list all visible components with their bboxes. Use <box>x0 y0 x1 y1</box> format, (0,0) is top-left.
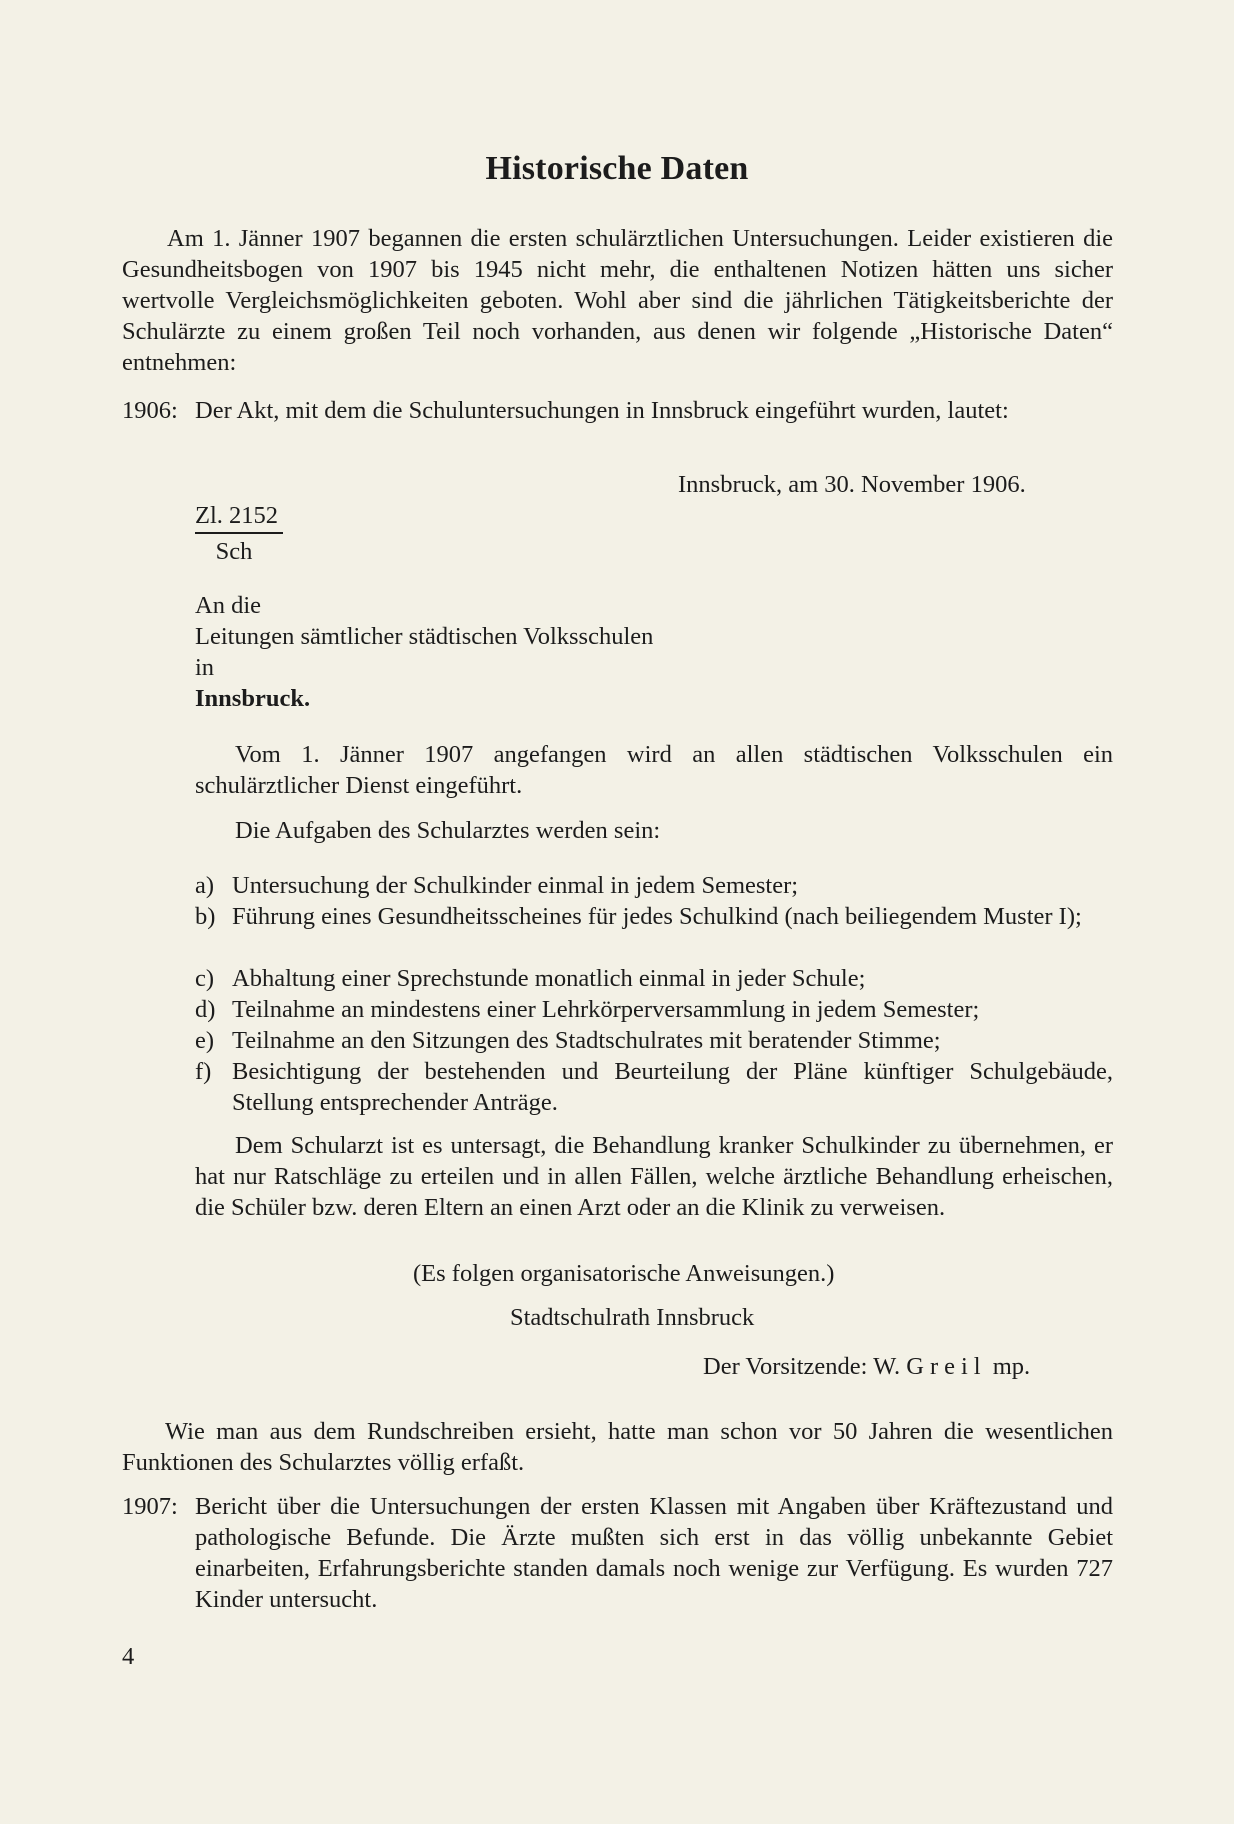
letter-paragraph-1: Vom 1. Jänner 1907 angefangen wird an allen städtischen Volksschulen ein schulärztlicher Dienst eingeführt. <box>195 741 1113 799</box>
task-item-d <box>195 994 1113 1025</box>
letter-paragraph-3: Dem Schularzt ist es untersagt, die Behandlung kranker Schulkinder zu übernehmen, er hat nur Ratschläge zu erteilen und in allen Fällen, welche ärztliche Behandlung erheischen, die Schüler bzw. deren Eltern an einen Arzt oder an die Klinik zu verweisen. <box>195 1132 1113 1221</box>
reference-number-value: Zl. 2152 <box>195 502 279 529</box>
task-label: a) <box>195 872 215 899</box>
addressee-line-2: Leitungen sämtlicher städtischen Volksschulen <box>195 623 654 650</box>
task-label: b) <box>195 903 216 930</box>
task-text: Untersuchung der Schulkinder einmal in jedem Semester; <box>232 872 799 899</box>
addressee-city: Innsbruck. <box>195 685 311 712</box>
letter-authority: Stadtschulrath Innsbruck <box>510 1304 755 1331</box>
entry-text-1906: Der Akt, mit dem die Schuluntersuchungen in Innsbruck eingeführt wurden, lautet: <box>195 397 1009 424</box>
task-text: Teilnahme an den Sitzungen des Stadtschulrates mit beratender Stimme; <box>232 1027 941 1054</box>
letter-place-date: Innsbruck, am 30. November 1906. <box>678 471 1026 498</box>
entry-year-1906: 1906: <box>122 397 178 424</box>
task-text: Abhaltung einer Sprechstunde monatlich einmal in jeder Schule; <box>232 965 866 992</box>
task-label: e) <box>195 1027 215 1054</box>
letter-paragraph-2: Die Aufgaben des Schularztes werden sein: <box>235 817 661 844</box>
page-title: Historische Daten <box>485 150 749 187</box>
signature-prefix: Der Vorsitzende: W. <box>703 1353 901 1380</box>
task-text: Führung eines Gesundheitsscheines für jedes Schulkind (nach beiliegendem Muster I); <box>232 903 1082 930</box>
task-item-b <box>195 901 1113 932</box>
page-number: 4 <box>122 1643 135 1670</box>
reference-code: Sch <box>215 538 253 565</box>
entry-year-1907: 1907: <box>122 1493 178 1520</box>
signature-name: Greil <box>906 1353 987 1380</box>
intro-paragraph: Am 1. Jänner 1907 begannen die ersten schulärztlichen Untersuchungen. Leider existieren die Gesundheitsbogen von 1907 bis 1945 nicht mehr, die enthaltenen Notizen hätten uns sicher wertvolle Vergleichsmöglichkeiten geboten. Wohl aber sind die jährlichen Tätigkeitsberichte der Schulärzte zu einem großen Teil noch vorhanden, aus denen wir folgende „Historische Daten“ entnehmen: <box>122 225 1113 376</box>
task-item-e <box>195 1025 1113 1056</box>
comment-paragraph: Wie man aus dem Rundschreiben ersieht, hatte man schon vor 50 Jahren die wesentlichen Funktionen des Schularztes völlig erfaßt. <box>122 1418 1113 1476</box>
reference-number <box>195 500 285 567</box>
task-item-f <box>195 1056 1113 1118</box>
entry-text-1907: Bericht über die Untersuchungen der ersten Klassen mit Angaben über Kräftezustand und pathologische Befunde. Die Ärzte mußten sich erst in das völlig unbekannte Gebiet einarbeiten, Erfahrungsberichte standen damals noch wenige zur Verfügung. Es wurden 727 Kinder untersucht. <box>195 1493 1113 1613</box>
task-label: c) <box>195 965 215 992</box>
task-label: f) <box>195 1058 212 1085</box>
task-text: Besichtigung der bestehenden und Beurteilung der Pläne künftiger Schulgebäude, Stellung entsprechender Anträge. <box>232 1058 1113 1116</box>
task-item-a <box>195 870 1113 901</box>
addressee-line-3: in <box>195 654 215 681</box>
letter-note: (Es folgen organisatorische Anweisungen.) <box>413 1260 835 1287</box>
task-label: d) <box>195 996 216 1023</box>
reference-fraction-bar <box>195 532 283 534</box>
addressee-line-1: An die <box>195 592 261 619</box>
task-text: Teilnahme an mindestens einer Lehrkörperversammlung in jedem Semester; <box>232 996 980 1023</box>
task-item-c <box>195 963 1113 994</box>
letter-signature <box>703 1351 1030 1382</box>
signature-suffix: mp. <box>992 1353 1031 1380</box>
